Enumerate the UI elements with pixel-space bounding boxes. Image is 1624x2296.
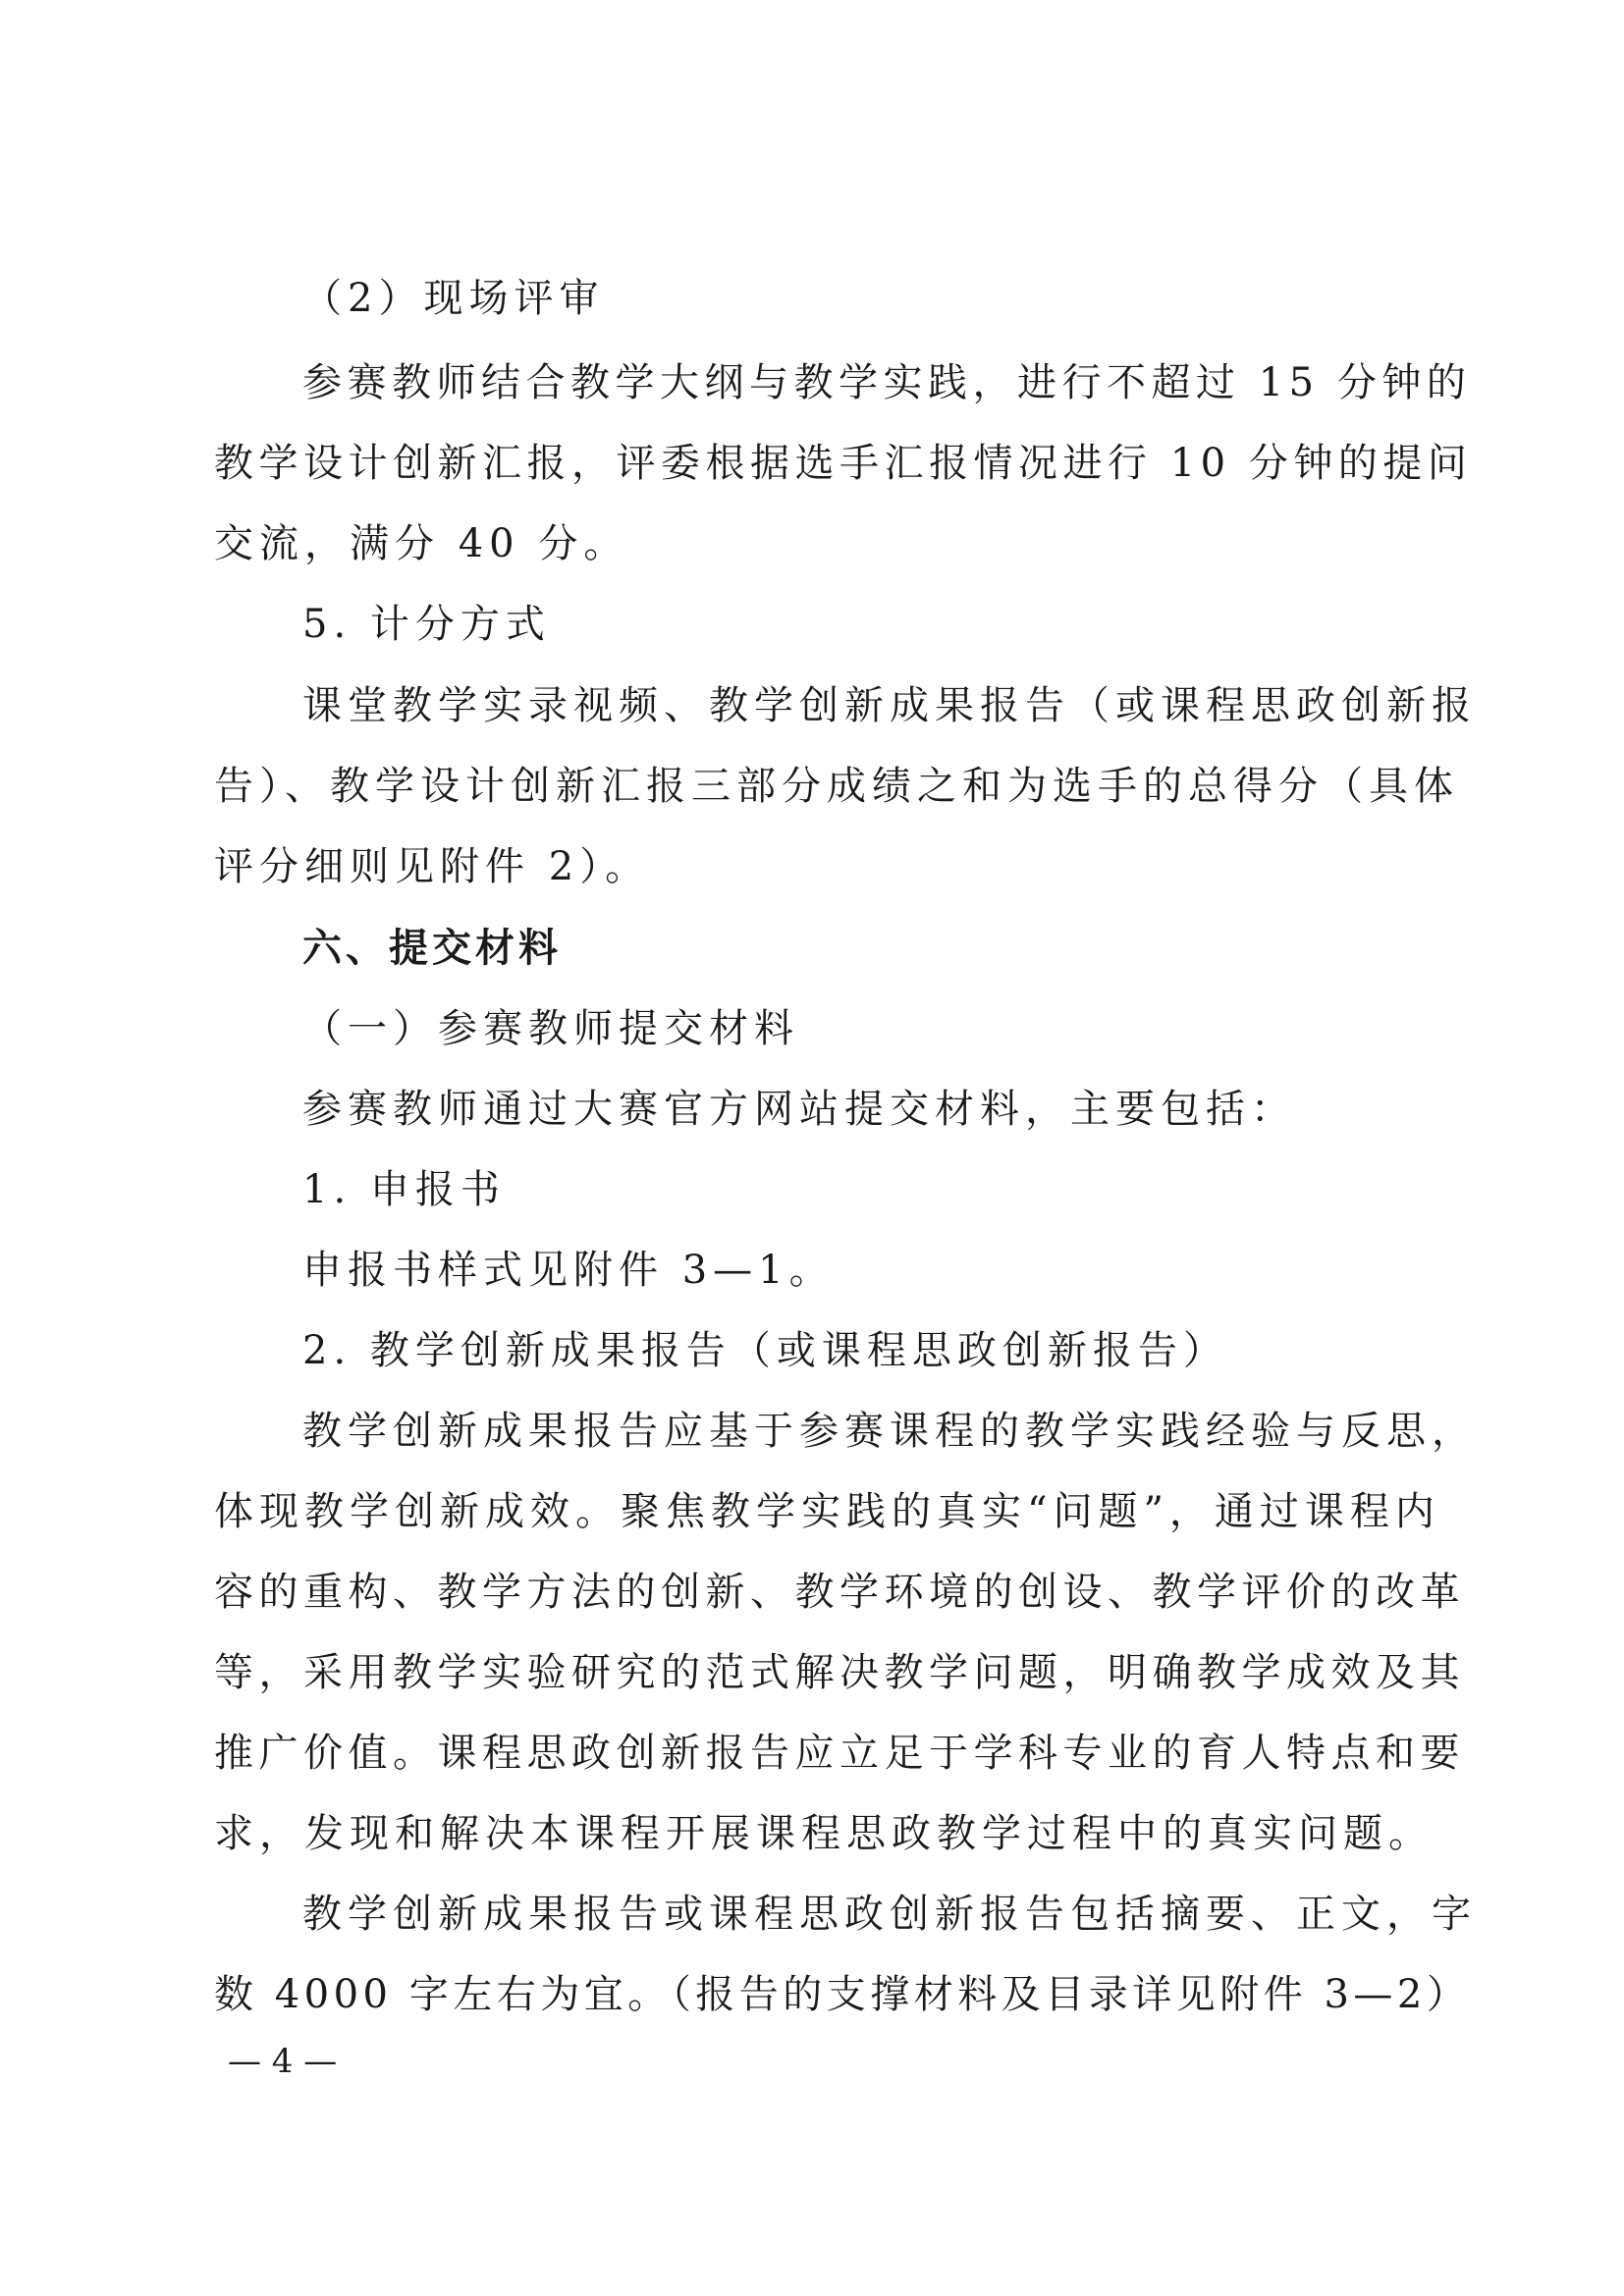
paragraph-line: 告）、教学设计创新汇报三部分成绩之和为选手的总得分（具体	[214, 764, 1459, 809]
paragraph-line: 数 4000 字左右为宜。（报告的支撑材料及目录详见附件 3—2）	[214, 1972, 1471, 2017]
paragraph-line: 评分细则见附件 2）。	[214, 844, 651, 889]
list-item-heading: 5. 计分方式	[302, 602, 551, 647]
section-heading: 六、提交材料	[302, 926, 562, 971]
paragraph-line: 体现教学创新成效。聚焦教学实践的真实“问题”，通过课程内	[214, 1489, 1440, 1534]
sub-section-heading: （一）参赛教师提交材料	[302, 1006, 799, 1051]
paragraph-line: 申报书样式见附件 3—1。	[302, 1248, 835, 1293]
page-number: — 4 —	[228, 2042, 338, 2081]
paragraph-line: 课堂教学实录视频、教学创新成果报告（或课程思政创新报	[302, 683, 1477, 728]
list-item-heading: 1. 申报书	[302, 1167, 506, 1212]
paragraph-line: 求，发现和解决本课程开展课程思政教学过程中的真实问题。	[214, 1811, 1434, 1856]
list-item-heading: 2. 教学创新成果报告（或课程思政创新报告）	[302, 1328, 1228, 1373]
paragraph-line: 等，采用教学实验研究的范式解决教学问题，明确教学成效及其	[214, 1650, 1465, 1695]
paragraph-line: 参赛教师结合教学大纲与教学实践，进行不超过 15 分钟的	[302, 360, 1472, 405]
paragraph-line: 参赛教师通过大赛官方网站提交材料，主要包括：	[302, 1087, 1296, 1132]
paragraph-line: 教学创新成果报告应基于参赛课程的教学实践经验与反思，	[302, 1409, 1477, 1454]
paragraph-line: 教学设计创新汇报，评委根据选手汇报情况进行 10 分钟的提问	[214, 441, 1473, 486]
paragraph-line: 推广价值。课程思政创新报告应立足于学科专业的育人特点和要	[214, 1731, 1465, 1776]
paragraph-line: 教学创新成果报告或课程思政创新报告包括摘要、正文，字	[302, 1892, 1477, 1937]
paragraph-line: 容的重构、教学方法的创新、教学环境的创设、教学评价的改革	[214, 1570, 1465, 1615]
sub-heading: （2）现场评审	[302, 276, 605, 321]
paragraph-line: 交流，满分 40 分。	[214, 521, 629, 566]
